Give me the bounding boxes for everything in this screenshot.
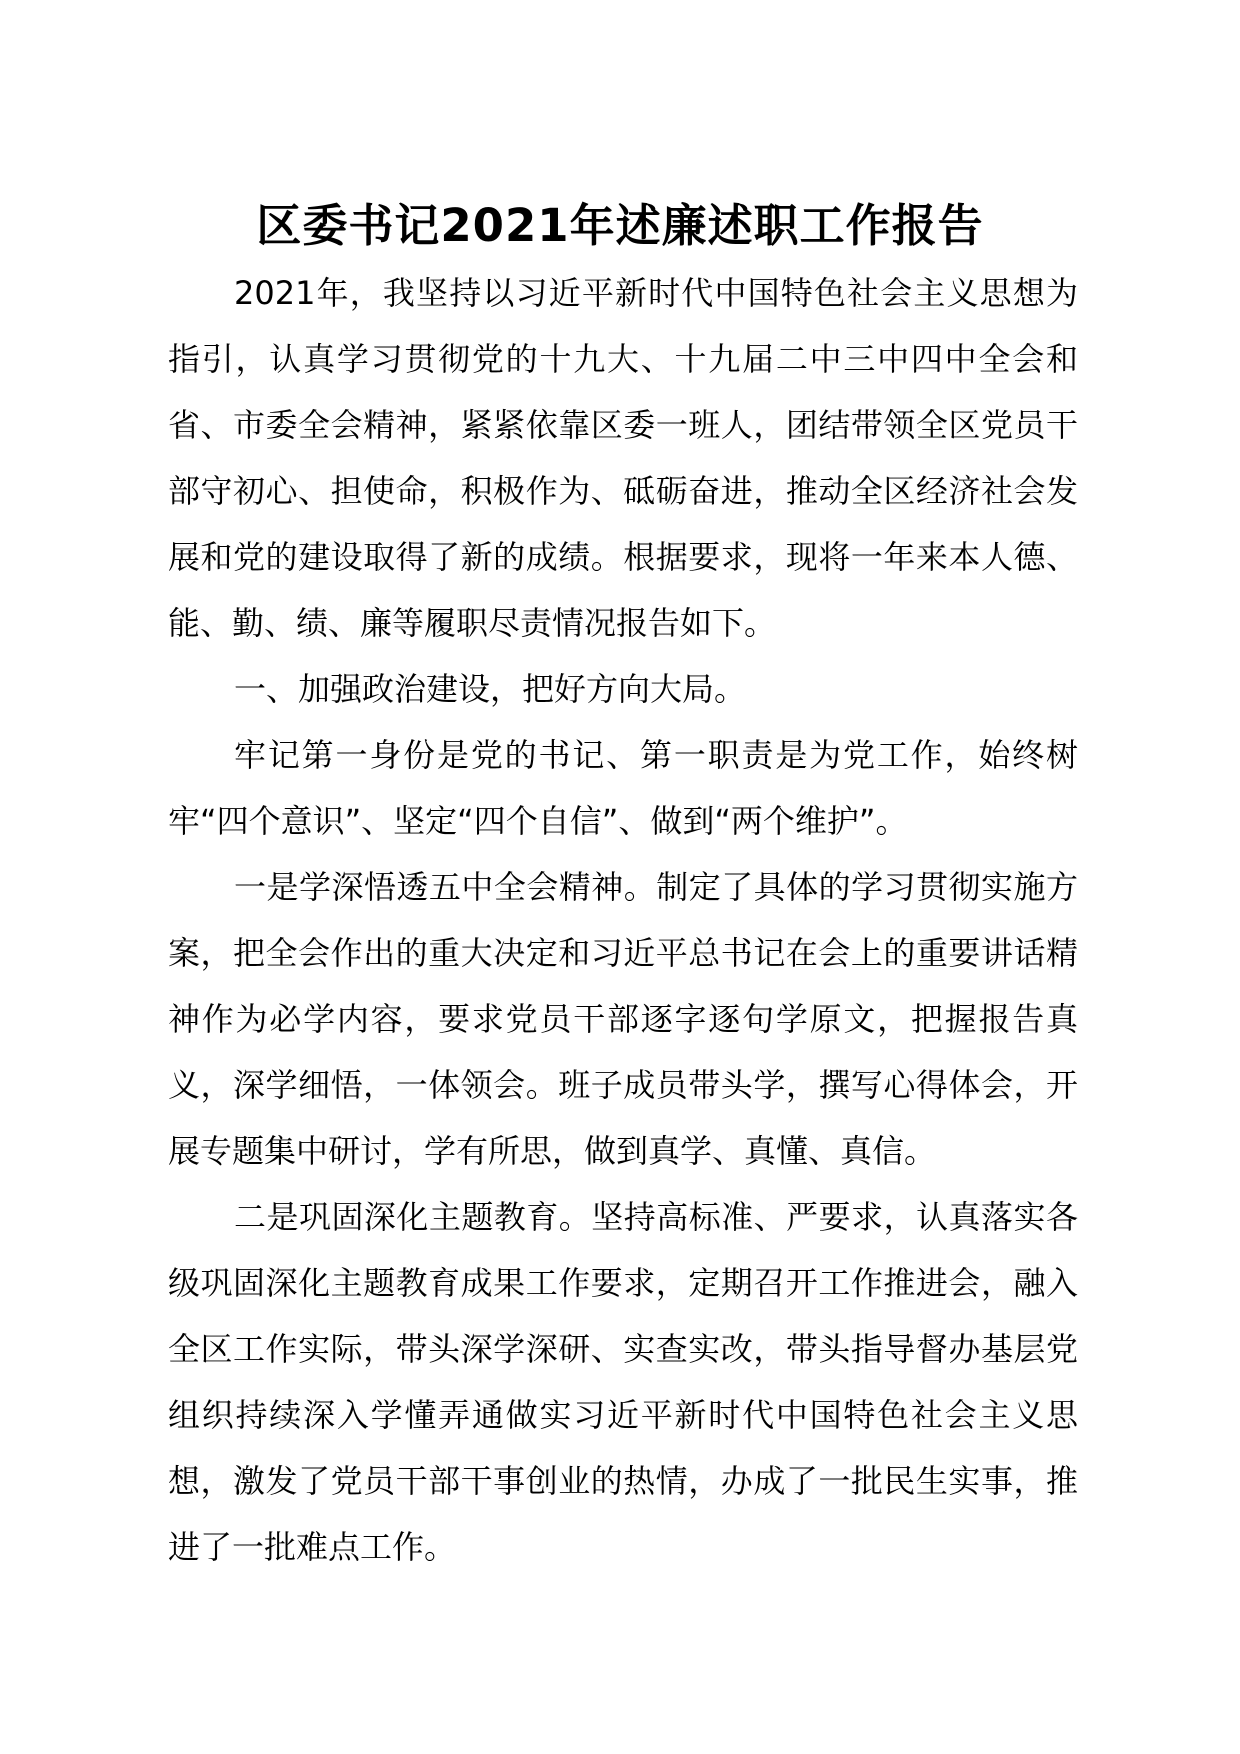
paragraph-section-1-summary: 牢记第一身份是党的书记、第一职责是为党工作，始终树牢“四个意识”、坚定“四个自信”、做到“两个维护”。 xyxy=(168,736,1078,840)
section-heading-1: 一、加强政治建设，把好方向大局。 xyxy=(234,670,747,708)
paragraph-item-1: 一是学深悟透五中全会精神。制定了具体的学习贯彻实施方案，把全会作出的重大决定和习近平总书记在会上的重要讲话精神作为必学内容，要求党员干部逐字逐句学原文，把握报告真义，深学细悟，一体领会。班子成员带头学，撰写心得体会，开展专题集中研讨，学有所思，做到真学、真懂、真信。 xyxy=(168,868,1078,1170)
paragraph-item-2: 二是巩固深化主题教育。坚持高标准、严要求，认真落实各级巩固深化主题教育成果工作要求，定期召开工作推进会，融入全区工作实际，带头深学深研、实查实改，带头指导督办基层党组织持续深入学懂弄通做实习近平新时代中国特色社会主义思想，激发了党员干部干事创业的热情，办成了一批民生实事，推进了一批难点工作。 xyxy=(168,1198,1078,1566)
paragraph-intro: 2021年，我坚持以习近平新时代中国特色社会主义思想为指引，认真学习贯彻党的十九大、十九届二中三中四中全会和省、市委全会精神，紧紧依靠区委一班人，团结带领全区党员干部守初心、担使命，积极作为、砥砺奋进，推动全区经济社会发展和党的建设取得了新的成绩。根据要求，现将一年来本人德、能、勤、绩、廉等履职尽责情况报告如下。 xyxy=(168,274,1078,642)
document-title: 区委书记2021年述廉述职工作报告 xyxy=(256,199,984,252)
document-body xyxy=(168,260,1078,1580)
